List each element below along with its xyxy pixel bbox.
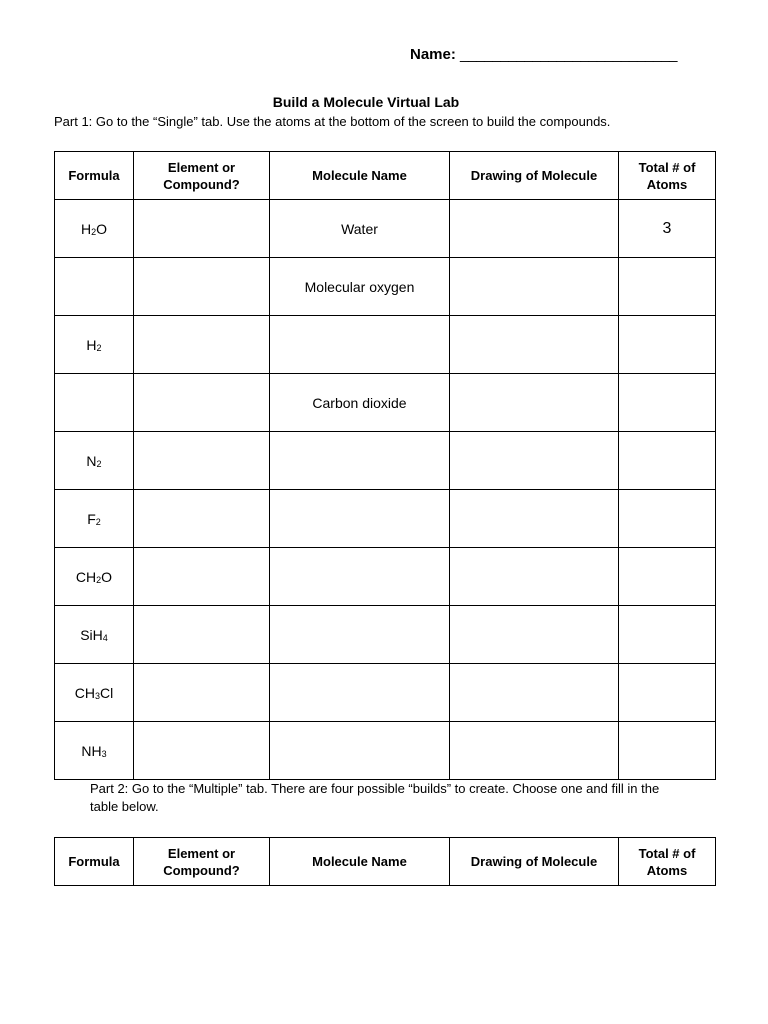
formula-text: H (80, 220, 92, 237)
formula-text: NH (81, 742, 102, 759)
drawing-cell[interactable] (450, 606, 619, 664)
molecule-name-cell: Water (270, 200, 450, 258)
header-total-atoms: Total # of Atoms (619, 838, 716, 886)
formula-text: CH (74, 684, 95, 701)
table-row (55, 722, 716, 780)
table-row (55, 316, 716, 374)
molecule-name-cell[interactable] (270, 490, 450, 548)
formula-text: Cl (100, 684, 114, 701)
element-or-compound-cell[interactable] (134, 722, 270, 780)
table-header-row (55, 152, 716, 200)
molecule-name-cell: Molecular oxygen (270, 258, 450, 316)
formula-text: SiH (80, 626, 103, 643)
table-header-row (55, 838, 716, 886)
part1-table-body (55, 200, 716, 780)
name-blank-line[interactable]: ___________________________ (460, 46, 678, 63)
total-atoms-cell[interactable] (619, 722, 716, 780)
formula-text: CH (75, 568, 97, 585)
formula-subscript: 4 (102, 632, 108, 643)
drawing-cell[interactable] (450, 316, 619, 374)
table-row (55, 548, 716, 606)
table-row (55, 606, 716, 664)
total-atoms-cell[interactable] (619, 606, 716, 664)
element-or-compound-cell[interactable] (134, 258, 270, 316)
total-atoms-cell[interactable] (619, 316, 716, 374)
formula-subscript: 2 (95, 516, 101, 527)
formula-subscript: 3 (101, 748, 107, 759)
header-molecule-name: Molecule Name (270, 152, 450, 200)
total-atoms-cell: 3 (619, 200, 716, 258)
molecule-name-cell[interactable] (270, 432, 450, 490)
formula-text: O (96, 220, 108, 237)
table-row (55, 374, 716, 432)
formula-cell (55, 606, 134, 664)
formula-text: O (101, 568, 113, 585)
formula-cell (55, 548, 134, 606)
name-field[interactable] (410, 46, 677, 63)
table-row (55, 490, 716, 548)
drawing-cell[interactable] (450, 432, 619, 490)
formula-cell (55, 374, 134, 432)
formula-text: H (86, 336, 97, 353)
formula-cell (55, 722, 134, 780)
molecule-name-cell[interactable] (270, 664, 450, 722)
table-row (55, 200, 716, 258)
molecule-name-cell[interactable] (270, 606, 450, 664)
molecule-name-cell[interactable] (270, 316, 450, 374)
formula-cell (55, 490, 134, 548)
formula-cell (55, 316, 134, 374)
header-drawing: Drawing of Molecule (450, 838, 619, 886)
formula-subscript: 2 (96, 458, 102, 469)
formula-text: N (86, 452, 97, 469)
formula-subscript: 2 (96, 574, 102, 585)
formula-cell (55, 664, 134, 722)
element-or-compound-cell[interactable] (134, 374, 270, 432)
table-row (55, 258, 716, 316)
formula-cell (55, 432, 134, 490)
drawing-cell[interactable] (450, 490, 619, 548)
element-or-compound-cell[interactable] (134, 490, 270, 548)
formula-subscript: 2 (91, 226, 97, 237)
total-atoms-cell[interactable] (619, 258, 716, 316)
header-element-or-compound: Element or Compound? (134, 152, 270, 200)
drawing-cell[interactable] (450, 374, 619, 432)
part2-table (54, 837, 716, 886)
header-formula: Formula (55, 152, 134, 200)
header-formula: Formula (55, 838, 134, 886)
drawing-cell[interactable] (450, 722, 619, 780)
formula-cell (55, 200, 134, 258)
element-or-compound-cell[interactable] (134, 664, 270, 722)
table-row (55, 664, 716, 722)
element-or-compound-cell[interactable] (134, 316, 270, 374)
header-drawing: Drawing of Molecule (450, 152, 619, 200)
part1-table (54, 151, 716, 780)
element-or-compound-cell[interactable] (134, 200, 270, 258)
total-atoms-cell[interactable] (619, 548, 716, 606)
element-or-compound-cell[interactable] (134, 548, 270, 606)
molecule-name-cell: Carbon dioxide (270, 374, 450, 432)
molecule-name-cell[interactable] (270, 722, 450, 780)
part2-instructions: Part 2: Go to the “Multiple” tab. There are four possible “builds” to create. Choose one and fill in the table below. (90, 781, 660, 814)
table-row (55, 432, 716, 490)
header-molecule-name: Molecule Name (270, 838, 450, 886)
element-or-compound-cell[interactable] (134, 606, 270, 664)
molecule-name-cell[interactable] (270, 548, 450, 606)
total-atoms-cell[interactable] (619, 432, 716, 490)
formula-text: F (87, 510, 96, 527)
drawing-cell[interactable] (450, 258, 619, 316)
page-title: Build a Molecule Virtual Lab (272, 94, 460, 110)
drawing-cell[interactable] (450, 664, 619, 722)
name-label: Name: (410, 46, 456, 63)
header-element-or-compound: Element or Compound? (134, 838, 270, 886)
header-total-atoms: Total # of Atoms (619, 152, 716, 200)
total-atoms-cell[interactable] (619, 490, 716, 548)
drawing-cell[interactable] (450, 548, 619, 606)
formula-subscript: 3 (94, 690, 100, 701)
drawing-cell[interactable] (450, 200, 619, 258)
total-atoms-cell[interactable] (619, 374, 716, 432)
formula-subscript: 2 (96, 342, 102, 353)
formula-cell (55, 258, 134, 316)
total-atoms-cell[interactable] (619, 664, 716, 722)
part1-instructions: Part 1: Go to the “Single” tab. Use the atoms at the bottom of the screen to build the compounds. (54, 114, 611, 129)
element-or-compound-cell[interactable] (134, 432, 270, 490)
